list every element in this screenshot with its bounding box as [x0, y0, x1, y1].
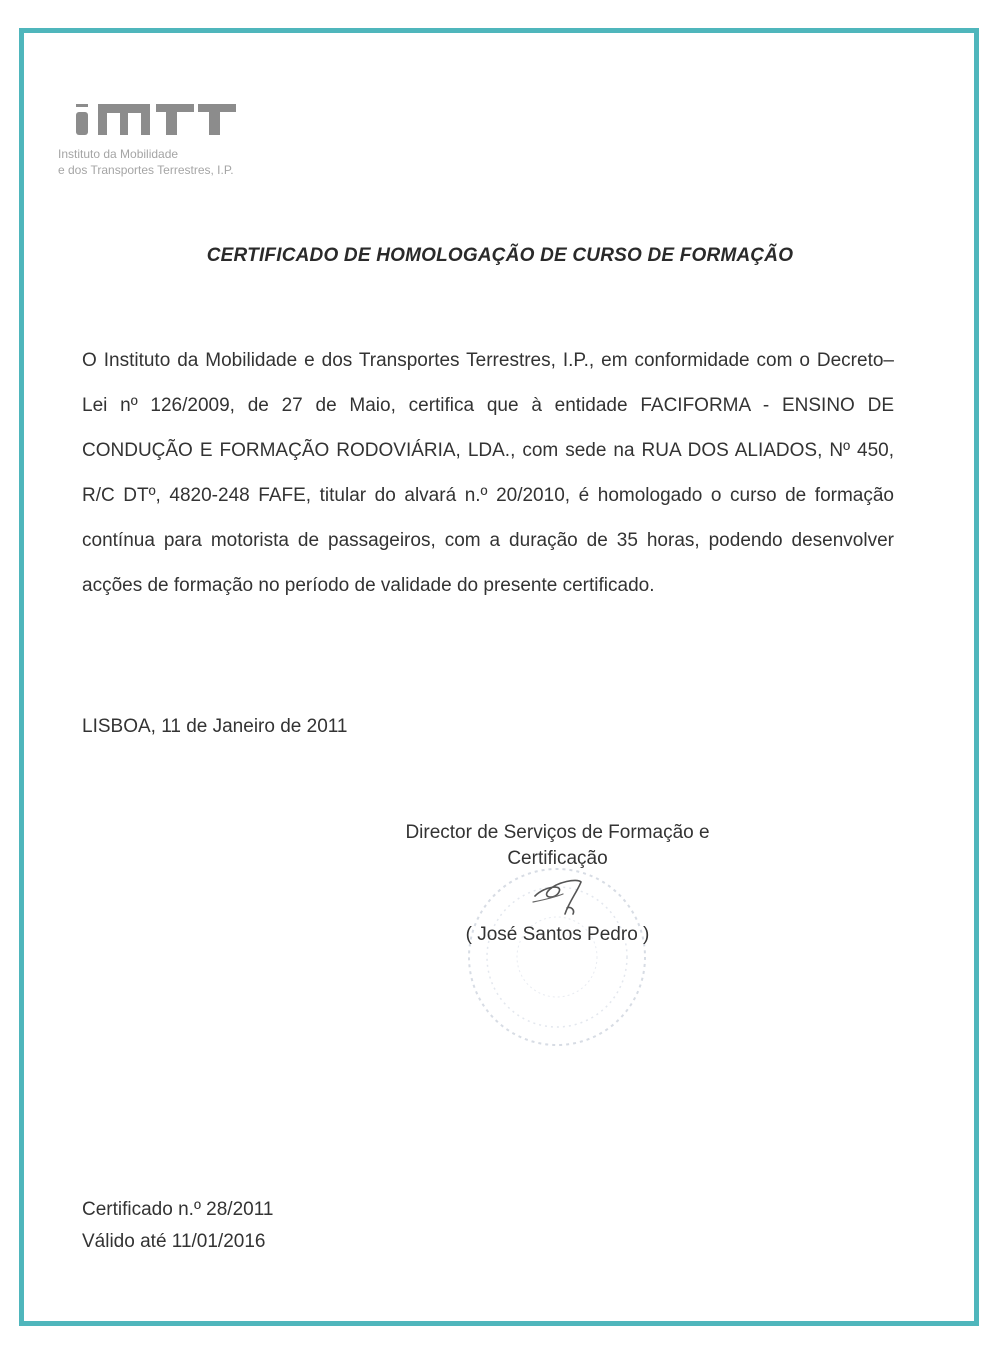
logo-caption	[58, 146, 234, 178]
certificate-body: O Instituto da Mobilidade e dos Transportes Terrestres, I.P., em conformidade com o Decreto–Lei nº 126/2009, de 27 de Maio, certifica que à entidade FACIFORMA - ENSINO DE CONDUÇÃO E FORMAÇÃO RODOVIÁRIA, LDA., com sede na RUA DOS ALIADOS, Nº 450, R/C DTº, 4820-248 FAFE, titular do alvará n.º 20/2010, é homologado o curso de formação contínua para motorista de passageiros, com a duração de 35 horas, podendo desenvolver acções de formação no período de validade do presente certificado.	[82, 350, 894, 596]
place-date: LISBOA, 11 de Janeiro de 2011	[82, 716, 348, 737]
document-title: CERTIFICADO DE HOMOLOGAÇÃO DE CURSO DE FORMAÇÃO	[206, 245, 794, 266]
signatory-role-line-2: Certificação	[507, 848, 608, 869]
imtt-logo-mark	[58, 76, 238, 138]
signatory-name: ( José Santos Pedro )	[465, 924, 650, 945]
certificate-valid-until: Válido até 11/01/2016	[82, 1231, 266, 1252]
certificate-number: Certificado n.º 28/2011	[82, 1199, 274, 1220]
handwritten-signature-icon	[515, 872, 595, 922]
logo-caption-line-2: e dos Transportes Terrestres, I.P.	[58, 163, 234, 177]
imtt-logo	[58, 76, 308, 206]
certificate-frame	[19, 28, 979, 1326]
signatory-role-line-1: Director de Serviços de Formação e	[405, 822, 710, 843]
logo-caption-line-1: Instituto da Mobilidade	[58, 147, 179, 161]
signatory-role	[370, 820, 745, 872]
certificate-info	[82, 1194, 273, 1258]
